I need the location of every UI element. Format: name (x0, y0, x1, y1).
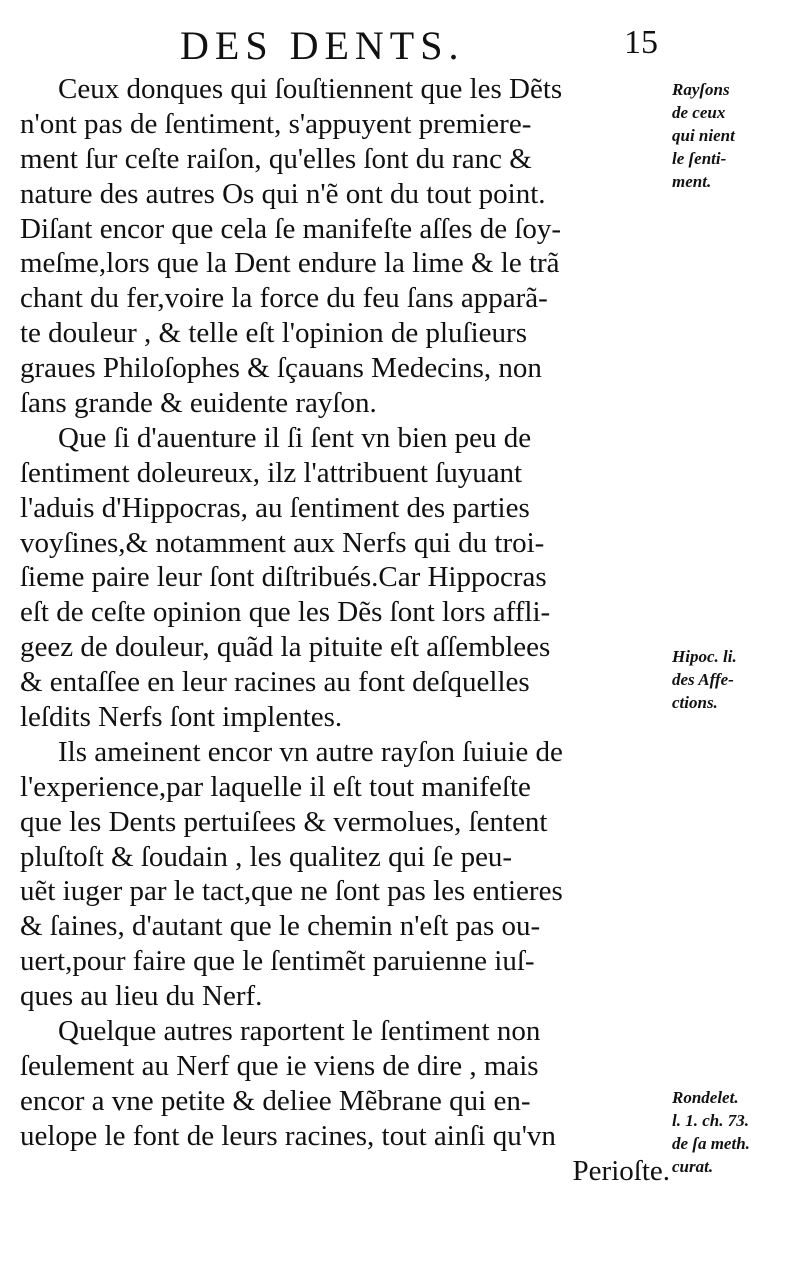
text-line: Ceux donques qui ſouſtiennent que les Dẽts (58, 73, 563, 105)
text-line: ſentiment doleureux, ilz l'attribuent ſuyuant (20, 456, 523, 489)
text-line: n'ont pas de ſentiment, s'appuyent premiere- (20, 107, 532, 140)
marginal-note-line: Rondelet. (672, 1088, 739, 1107)
text-line: ques au lieu du Nerf. (20, 980, 263, 1013)
text-line: Quelque autres raportent le ſentiment non (58, 1015, 541, 1048)
marginal-note-line: curat. (672, 1157, 714, 1176)
marginal-note-line: le ſenti- (672, 149, 727, 168)
marginal-note-line: de ſa meth. (672, 1134, 750, 1153)
text-line: que les Dents pertuiſees & vermolues, ſentent (20, 805, 548, 838)
text-line: ment ſur ceſte raiſon, qu'elles ſont du ranc & (20, 142, 532, 175)
text-line: geez de douleur, quãd la pituite eſt aſſemblees (20, 631, 551, 664)
marginal-note-line: qui nient (672, 126, 735, 145)
text-line: Diſant encor que cela ſe manifeſte aſſes de ſoy- (20, 212, 562, 245)
marginal-note-line: Hipoc. li. (672, 647, 737, 666)
text-line: Ils ameinent encor vn autre rayſon ſuiuie de (58, 735, 563, 768)
text-line: ſeulement au Nerf que ie viens de dire , mais (20, 1049, 539, 1082)
text-line: leſdits Nerfs ſont implentes. (20, 701, 343, 734)
marginal-note-line: ment. (672, 172, 712, 191)
running-head: DES DENTS. (180, 23, 465, 68)
text-line: & ſaines, d'autant que le chemin n'eſt pas ou- (20, 910, 541, 943)
marginal-note-line: l. 1. ch. 73. (672, 1111, 749, 1130)
text-line: Que ſi d'auenture il ſi ſent vn bien peu de (58, 421, 532, 454)
text-line: ſans grande & euidente rayſon. (20, 387, 377, 420)
marginal-note (672, 78, 800, 193)
text-line: uert,pour faire que le ſentimẽt paruienne iuſ- (20, 945, 535, 978)
text-line: te douleur , & telle eſt l'opinion de pluſieurs (20, 317, 527, 350)
text-line: eſt de ceſte opinion que les Dẽs ſont lors affli- (20, 596, 551, 629)
marginal-note (672, 645, 800, 714)
body-text (20, 72, 670, 1189)
marginal-note-line: des Affe- (672, 670, 734, 689)
text-line: l'experience,par laquelle il eſt tout manifeſte (20, 770, 531, 803)
marginal-note (672, 1086, 800, 1178)
text-line: nature des autres Os qui n'ẽ ont du tout point. (20, 177, 546, 210)
page-header (0, 22, 800, 72)
text-line: chant du fer,voire la force du feu ſans apparã- (20, 282, 548, 315)
text-line: Perioſte. (572, 1154, 670, 1187)
text-line: ſieme paire leur ſont diſtribués.Car Hippocras (20, 561, 547, 594)
page-number: 15 (624, 24, 658, 61)
text-line: uẽt iuger par le tact,que ne ſont pas les entieres (20, 875, 563, 908)
text-line: pluſtoſt & ſoudain , les qualitez qui ſe peu- (20, 840, 513, 873)
text-line: meſme,lors que la Dent endure la lime & le trã (20, 247, 560, 280)
marginal-note-line: ctions. (672, 693, 718, 712)
text-line: l'aduis d'Hippocras, au ſentiment des parties (20, 491, 530, 524)
marginal-note-line: de ceux (672, 103, 726, 122)
text-line: uelope le font de leurs racines, tout ainſi qu'vn (20, 1119, 556, 1152)
text-line: encor a vne petite & deliee Mẽbrane qui en- (20, 1084, 531, 1117)
text-line: graues Philoſophes & ſçauans Medecins, non (20, 352, 542, 385)
marginal-note-line: Rayſons (672, 80, 730, 99)
text-line: voyſines,& notamment aux Nerfs qui du troi- (20, 526, 545, 559)
text-line: & entaſſee en leur racines au font deſquelles (20, 666, 530, 699)
